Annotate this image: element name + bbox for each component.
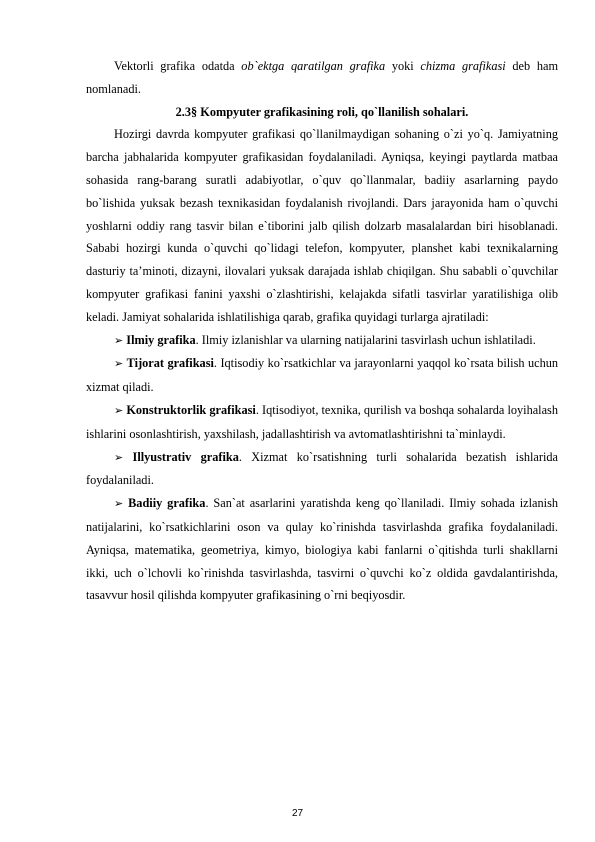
page-content xyxy=(86,55,558,607)
intro-text: deb ham nomlanadi. xyxy=(86,59,559,96)
bullet-text: . Ilmiy izlanishlar va ularning natijalarini tasvirlash uchun ishlatiladi. xyxy=(195,332,536,347)
intro-paragraph xyxy=(86,55,558,101)
intro-italic-term-2: chizma grafikasi xyxy=(420,59,506,73)
bullet-item-ilmiy xyxy=(86,329,558,353)
bullet-text: . San`at asarlarini yaratishda keng qo`llaniladi. Ilmiy sohada izlanish natijalarini, ko`rsatkichlarini oson va qulay ko`rinishda tasvirlashda grafika foydalaniladi. Ayniqsa, matematika, geometriya, kimyo, biologiya kabi fanlarni o`qitishda turli shakllarni ikki, uch o`lchovli ko`rinishda tasvirlashda, tasvirni o`quvchi ko`z oldida gavdalantirishda, tasavvur hosil qilishda kompyuter grafikasining o`rni beqiyosdir. xyxy=(86,496,559,603)
arrow-bullet-icon: ➢ xyxy=(114,403,124,417)
section-heading: 2.3§ Kompyuter grafikasining roli, qo`llanilish sohalari. xyxy=(175,104,469,119)
intro-italic-term-1: ob`ektga qaratilgan grafika xyxy=(241,59,386,73)
bullet-term: Tijorat grafikasi xyxy=(126,356,214,371)
bullet-item-konstruktorlik xyxy=(86,399,558,446)
arrow-bullet-icon: ➢ xyxy=(114,497,124,511)
arrow-bullet-icon: ➢ xyxy=(114,357,124,371)
bullet-text: . Xizmat ko`rsatishning turli sohalarida bezatish ishlarida foydalaniladi. xyxy=(86,449,558,488)
intro-text: yoki xyxy=(385,59,421,73)
bullet-term: Badiiy grafika xyxy=(128,496,206,511)
intro-text: Vektorli grafika odatda xyxy=(114,59,242,73)
arrow-bullet-icon: ➢ xyxy=(114,450,124,464)
bullet-text: . Iqtisodiy ko`rsatkichlar va jarayonlarni yaqqol ko`rsata bilish uchun xizmat qiladi. xyxy=(86,356,559,395)
body-paragraph: Hozirgi davrda kompyuter grafikasi qo`llanilmaydigan sohaning o`zi yo`q. Jamiyatning barcha jabhalarida kompyuter grafikasidan foydalaniladi. Ayniqsa, keyingi paytlarda matbaa sohasida rang-barang suratli adabiyotlar, o`quv qo`llanmalar, badiiy asarlarning paydo bo`lishida yuksak bezash texnikasidan foydalanish rivojlandi. Dars jarayonida ham o`quvchi yoshlarni oddiy rang tasvir bilan e`tiborini jalb qilish dolzarb masalalardan biri hisoblanadi. Sababi hozirgi kunda o`quvchi qo`lidagi telefon, kompyuter, planshet kabi texnikalarning dasturiy ta’minoti, dizayni, ilovalari yuksak darajada ishlab chiqilgan. Shu sababli o`quvchilar kompyuter grafikasi fanini yaxshi o`zlashtirishi, kelajakda sifatli tasvirlar yaratilishiga olib keladi. Jamiyat sohalarida ishlatilishiga qarab, grafika quyidagi turlarga ajratiladi: xyxy=(86,127,558,324)
bullet-text: . Iqtisodiyot, texnika, qurilish va boshqa sohalarda loyihalash ishlarini osonlashtirish, yaxshilash, jadallashtirish va avtomatlashtirishni ta`minlaydi. xyxy=(86,402,558,441)
bullet-item-tijorat xyxy=(86,352,558,399)
bullet-term: Illyustrativ grafika xyxy=(132,449,239,464)
bullet-term: Ilmiy grafika xyxy=(126,332,196,347)
bullet-item-illyustrativ xyxy=(86,446,558,493)
bullet-term: Konstruktorlik grafikasi xyxy=(126,402,256,417)
bullet-item-badiiy xyxy=(86,492,558,607)
arrow-bullet-icon: ➢ xyxy=(114,333,124,347)
page-number: 27 xyxy=(291,808,304,819)
